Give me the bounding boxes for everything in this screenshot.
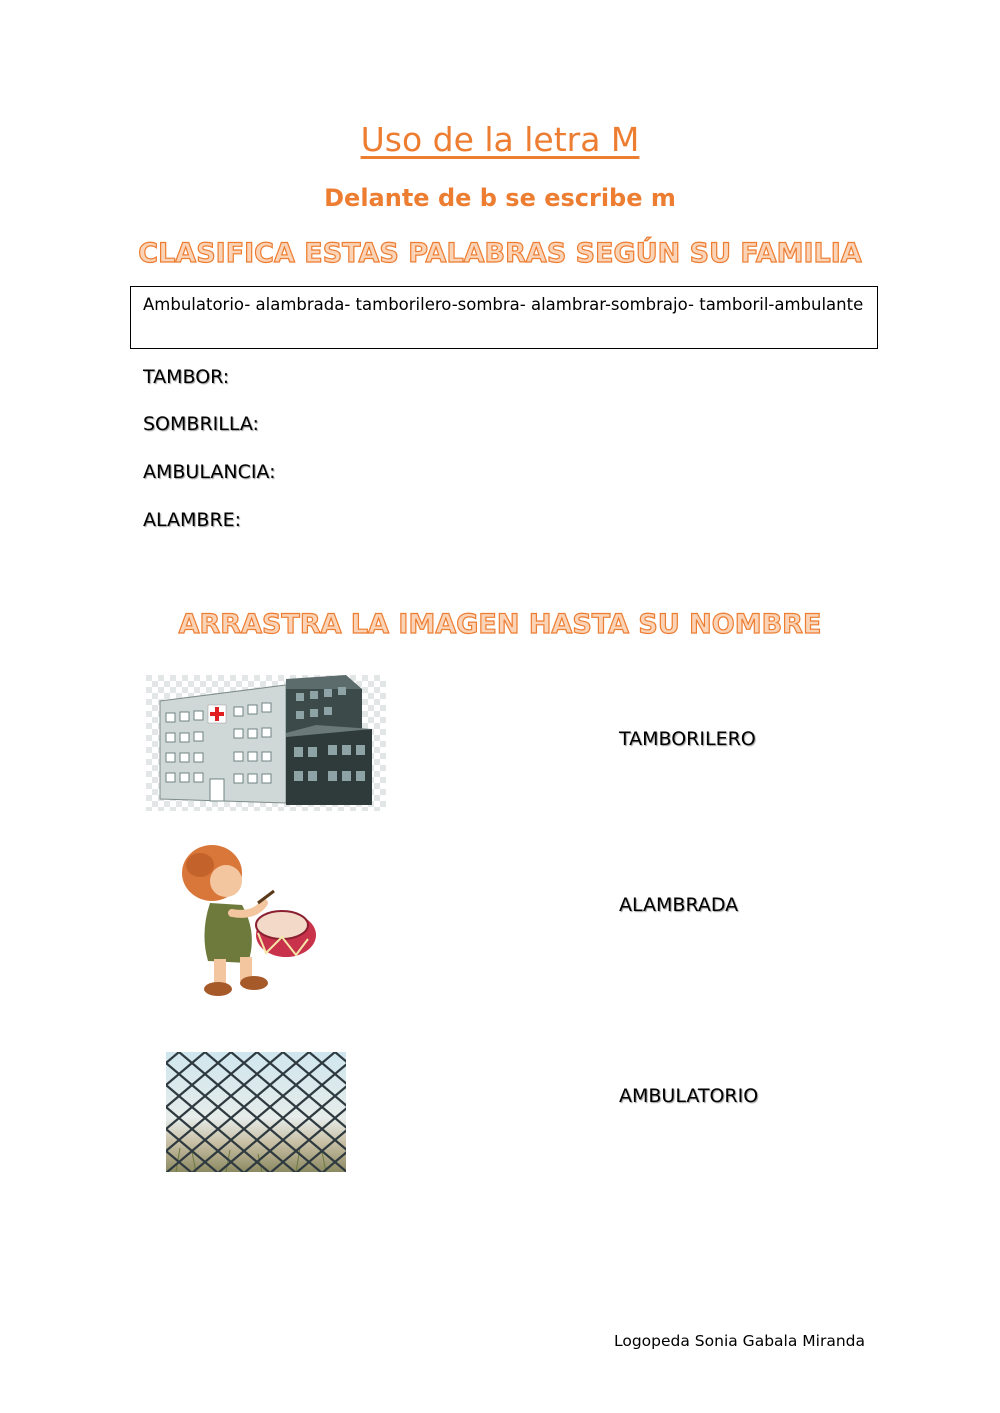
family-label-alambre: ALAMBRE: xyxy=(143,509,242,531)
page-title: Uso de la letra M xyxy=(360,120,640,159)
section-heading-drag: ARRASTRA LA IMAGEN HASTA SU NOMBRE xyxy=(178,609,822,640)
hospital-building-icon[interactable] xyxy=(146,675,386,811)
name-label-ambulatorio: AMBULATORIO xyxy=(619,1085,759,1107)
page-subtitle: Delante de b se escribe m xyxy=(324,184,676,212)
family-label-sombrilla: SOMBRILLA: xyxy=(143,413,259,435)
family-label-ambulancia: AMBULANCIA: xyxy=(143,461,276,483)
child-drummer-icon[interactable] xyxy=(170,843,320,1001)
word-bank-text: Ambulatorio- alambrada- tamborilero-sombra- alambrar-sombrajo- tamboril-ambulante xyxy=(143,295,864,314)
name-label-tamborilero: TAMBORILERO xyxy=(619,728,756,750)
wire-fence-icon[interactable] xyxy=(166,1052,346,1172)
family-label-tambor: TAMBOR: xyxy=(143,366,230,388)
name-label-alambrada: ALAMBRADA xyxy=(619,894,739,916)
section-heading-classify: CLASIFICA ESTAS PALABRAS SEGÚN SU FAMILIA xyxy=(138,238,862,269)
word-bank-box xyxy=(130,286,878,349)
footer-author: Logopeda Sonia Gabala Miranda xyxy=(614,1332,865,1350)
